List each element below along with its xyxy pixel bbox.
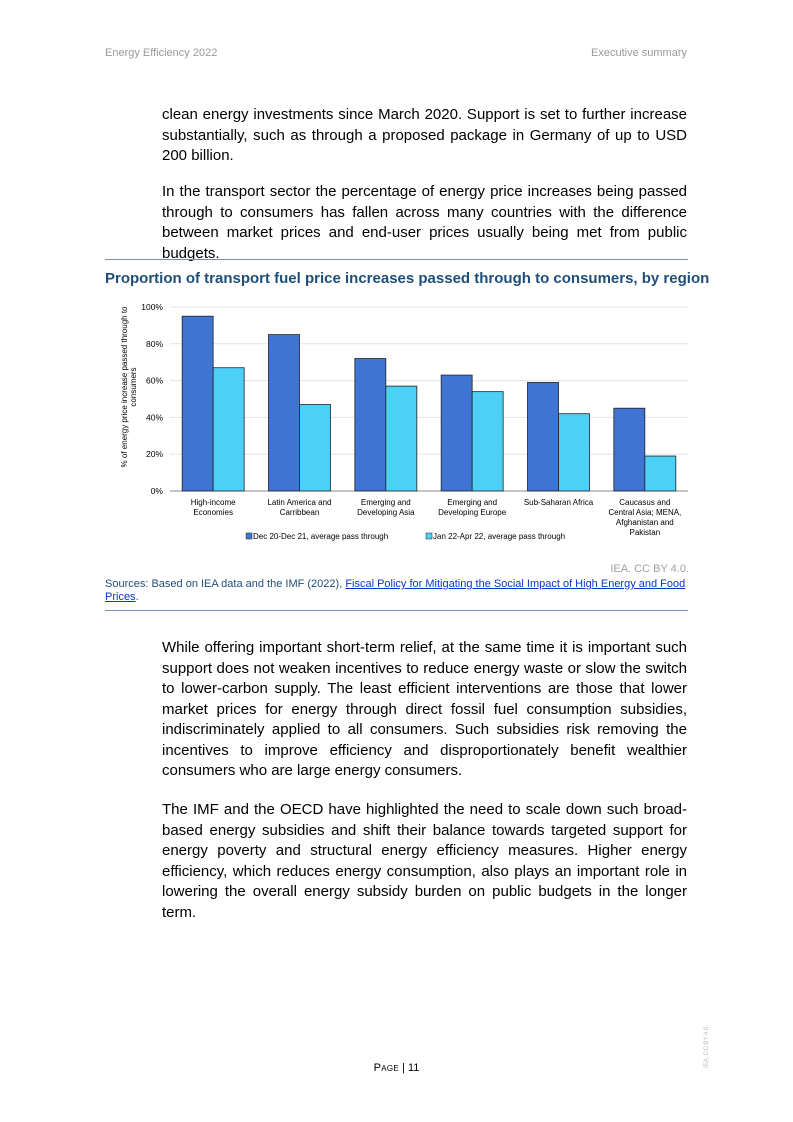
category-label: Emerging and Developing Europe [438, 498, 507, 517]
bar-jan22-apr22 [645, 456, 676, 491]
bar-dec20-dec21 [614, 408, 645, 491]
figure-top-rule [105, 259, 688, 260]
body-paragraph-4: The IMF and the OECD have highlighted the need to scale down such broad-based energy subsidies and shift their balance towards targeted support for energy poverty and structural energy efficiency measures. Higher energy efficiency, which reduces energy consumption, also plays an important role in lowering the overall energy subsidy burden on public budgets in the longer term. [162, 801, 687, 921]
sources-prefix: Sources: Based on IEA data and the IMF (2022), [105, 578, 346, 590]
category-label: Emerging and Developing Asia [357, 498, 415, 517]
y-axis-title-line-2: consumers [129, 367, 138, 407]
bar-dec20-dec21 [441, 375, 472, 491]
y-tick-label: 100% [141, 302, 163, 312]
figure-bottom-rule [105, 610, 688, 611]
page-number [0, 1062, 793, 1074]
category-label: Caucasus and Central Asia; MENA, Afghanistan and Pakistan [608, 498, 682, 537]
bar-jan22-apr22 [300, 405, 331, 491]
category-label: Sub-Saharan Africa [523, 498, 594, 507]
legend-swatch [426, 533, 432, 539]
bar-dec20-dec21 [355, 359, 386, 491]
side-license: IEA. CC BY 4.0. [704, 1025, 710, 1068]
y-tick-label: 80% [145, 338, 163, 349]
body-paragraph-3: While offering important short-term relief, at the same time it is important such support does not weaken incentives to reduce energy waste or slow the switch to lower-carbon supply. The least efficient interventions are those that lower market prices for energy through direct fossil fuel consumption subsidies, indiscriminately applied to all consumers. Such subsidies risk removing the incentives to improve efficiency and disproportionately benefit wealthier consumers who are large energy consumers. [162, 639, 687, 779]
running-header-section: Executive summary [591, 47, 687, 59]
y-axis-title-line-1: % of energy price increase passed through toconsumers [120, 306, 138, 468]
bar-jan22-apr22 [559, 414, 590, 491]
bar-jan22-apr22 [386, 386, 417, 491]
figure-title: Proportion of transport fuel price increases passed through to consumers, by region [105, 270, 710, 287]
legend-entry: Jan 22-Apr 22, average pass through [433, 532, 566, 541]
bar-chart [100, 295, 700, 555]
bar-dec20-dec21 [269, 335, 300, 491]
category-label: Latin America and Carribbean [267, 498, 332, 517]
figure-credit: IEA. CC BY 4.0. [610, 563, 689, 575]
page-number-value: 11 [408, 1062, 420, 1074]
y-tick-label: 20% [145, 449, 163, 460]
bar-dec20-dec21 [182, 316, 213, 491]
running-header-title: Energy Efficiency 2022 [105, 47, 218, 59]
sources-suffix: . [135, 591, 139, 603]
y-tick-label: 60% [145, 375, 163, 386]
bar-jan22-apr22 [472, 392, 503, 491]
legend-swatch [246, 533, 252, 539]
legend-entry: Dec 20-Dec 21, average pass through [253, 532, 389, 541]
body-paragraph-1: clean energy investments since March 2020. Support is set to further increase substantially, such as through a proposed package in Germany of up to USD 200 billion. [162, 106, 687, 164]
category-label: High-income Economies [190, 498, 236, 517]
figure-sources [105, 578, 688, 604]
sources-link[interactable]: Fiscal Policy for Mitigating the Social Impact of High Energy and Food Prices [105, 578, 686, 603]
bar-jan22-apr22 [213, 368, 244, 491]
body-paragraph-2: In the transport sector the percentage of energy price increases being passed through to consumers has fallen across many countries with the difference between market prices and end-user prices usually being met from public budgets. [162, 183, 687, 262]
page-separator: | [399, 1062, 408, 1074]
y-tick-label: 40% [145, 412, 163, 423]
bar-dec20-dec21 [528, 382, 559, 491]
y-tick-label: 0% [150, 486, 163, 496]
page-label: Page [373, 1062, 400, 1074]
